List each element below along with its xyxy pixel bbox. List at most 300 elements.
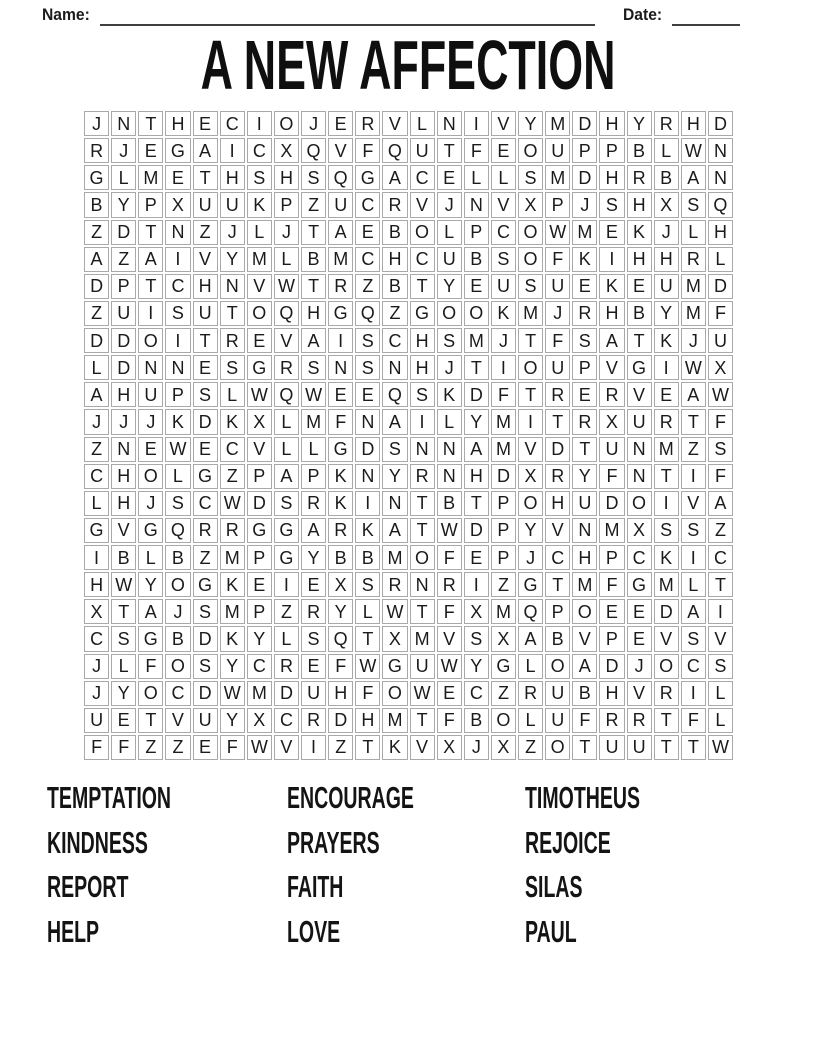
grid-cell: U bbox=[491, 274, 516, 299]
grid-cell: L bbox=[410, 111, 435, 136]
grid-cell: N bbox=[355, 464, 380, 489]
grid-cell: W bbox=[220, 681, 245, 706]
grid-cell: A bbox=[84, 382, 109, 407]
grid-cell: L bbox=[437, 220, 462, 245]
grid-cell: D bbox=[193, 409, 218, 434]
grid-cell: S bbox=[572, 328, 597, 353]
word-report: REPORT bbox=[47, 869, 129, 905]
grid-cell: S bbox=[708, 437, 733, 462]
grid-cell: L bbox=[491, 165, 516, 190]
grid-cell: A bbox=[681, 382, 706, 407]
grid-cell: N bbox=[111, 437, 136, 462]
grid-cell: S bbox=[681, 192, 706, 217]
grid-cell: R bbox=[654, 681, 679, 706]
word-kindness: KINDNESS bbox=[47, 824, 148, 860]
grid-cell: Z bbox=[193, 545, 218, 570]
grid-cell: Z bbox=[84, 220, 109, 245]
grid-cell: S bbox=[382, 437, 407, 462]
name-blank-line bbox=[100, 4, 596, 26]
grid-cell: I bbox=[355, 491, 380, 516]
grid-cell: D bbox=[491, 464, 516, 489]
grid-cell: Y bbox=[111, 681, 136, 706]
grid-cell: V bbox=[627, 382, 652, 407]
grid-cell: B bbox=[328, 545, 353, 570]
grid-cell: T bbox=[220, 301, 245, 326]
grid-cell: B bbox=[382, 220, 407, 245]
grid-cell: W bbox=[165, 437, 190, 462]
grid-cell: N bbox=[165, 355, 190, 380]
grid-cell: P bbox=[599, 626, 624, 651]
grid-cell: J bbox=[84, 409, 109, 434]
grid-cell: D bbox=[708, 111, 733, 136]
grid-cell: D bbox=[464, 382, 489, 407]
grid-cell: A bbox=[138, 247, 163, 272]
grid-cell: O bbox=[138, 464, 163, 489]
grid-cell: W bbox=[382, 599, 407, 624]
grid-cell: U bbox=[572, 491, 597, 516]
grid-cell: F bbox=[599, 572, 624, 597]
grid-cell: O bbox=[654, 654, 679, 679]
grid-cell: V bbox=[410, 735, 435, 760]
grid-cell: B bbox=[464, 708, 489, 733]
grid-cell: E bbox=[599, 599, 624, 624]
grid-cell: S bbox=[193, 382, 218, 407]
word-list-column-3 bbox=[525, 776, 776, 954]
grid-cell: U bbox=[545, 681, 570, 706]
grid-cell: D bbox=[111, 220, 136, 245]
grid-cell: Z bbox=[165, 735, 190, 760]
grid-cell: B bbox=[355, 545, 380, 570]
grid-cell: Z bbox=[193, 220, 218, 245]
grid-cell: M bbox=[599, 518, 624, 543]
grid-cell: K bbox=[491, 301, 516, 326]
grid-cell: Q bbox=[165, 518, 190, 543]
grid-cell: H bbox=[220, 165, 245, 190]
grid-cell: S bbox=[708, 654, 733, 679]
grid-cell: S bbox=[681, 518, 706, 543]
grid-cell: X bbox=[491, 626, 516, 651]
grid-cell: U bbox=[627, 409, 652, 434]
grid-cell: I bbox=[518, 409, 543, 434]
header-row bbox=[42, 2, 740, 26]
grid-cell: P bbox=[464, 220, 489, 245]
grid-cell: A bbox=[572, 654, 597, 679]
grid-cell: C bbox=[410, 247, 435, 272]
grid-cell: W bbox=[681, 355, 706, 380]
grid-cell: T bbox=[654, 735, 679, 760]
grid-cell: E bbox=[247, 328, 272, 353]
grid-cell: C bbox=[165, 274, 190, 299]
grid-cell: Y bbox=[328, 599, 353, 624]
grid-cell: R bbox=[545, 382, 570, 407]
grid-cell: F bbox=[437, 708, 462, 733]
grid-cell: R bbox=[301, 708, 326, 733]
grid-cell: I bbox=[247, 111, 272, 136]
grid-cell: L bbox=[165, 464, 190, 489]
grid-cell: E bbox=[627, 626, 652, 651]
grid-cell: J bbox=[84, 654, 109, 679]
grid-cell: Y bbox=[301, 545, 326, 570]
grid-cell: D bbox=[84, 328, 109, 353]
grid-cell: O bbox=[138, 681, 163, 706]
grid-cell: U bbox=[627, 735, 652, 760]
grid-cell: C bbox=[274, 708, 299, 733]
grid-cell: L bbox=[518, 708, 543, 733]
grid-cell: T bbox=[138, 111, 163, 136]
grid-cell: G bbox=[274, 518, 299, 543]
grid-cell: K bbox=[599, 274, 624, 299]
grid-cell: R bbox=[355, 111, 380, 136]
grid-cell: S bbox=[247, 165, 272, 190]
grid-cell: A bbox=[464, 437, 489, 462]
grid-cell: D bbox=[84, 274, 109, 299]
grid-cell: O bbox=[410, 220, 435, 245]
grid-cell: H bbox=[708, 220, 733, 245]
grid-cell: Y bbox=[220, 247, 245, 272]
grid-cell: T bbox=[410, 518, 435, 543]
grid-cell: Q bbox=[274, 301, 299, 326]
grid-cell: G bbox=[247, 355, 272, 380]
grid-cell: T bbox=[437, 138, 462, 163]
grid-cell: H bbox=[627, 192, 652, 217]
grid-cell: D bbox=[708, 274, 733, 299]
grid-cell: W bbox=[708, 735, 733, 760]
grid-cell: U bbox=[220, 192, 245, 217]
grid-cell: K bbox=[165, 409, 190, 434]
grid-cell: I bbox=[491, 355, 516, 380]
grid-cell: E bbox=[138, 437, 163, 462]
grid-cell: O bbox=[165, 572, 190, 597]
grid-cell: P bbox=[491, 518, 516, 543]
grid-cell: T bbox=[355, 735, 380, 760]
grid-cell: B bbox=[84, 192, 109, 217]
grid-cell: L bbox=[84, 491, 109, 516]
grid-cell: K bbox=[220, 409, 245, 434]
grid-cell: X bbox=[247, 409, 272, 434]
grid-cell: N bbox=[382, 491, 407, 516]
grid-cell: A bbox=[599, 328, 624, 353]
grid-cell: O bbox=[627, 491, 652, 516]
grid-cell: B bbox=[301, 247, 326, 272]
grid-cell: B bbox=[654, 165, 679, 190]
grid-cell: U bbox=[193, 708, 218, 733]
grid-cell: V bbox=[193, 247, 218, 272]
grid-cell: O bbox=[382, 681, 407, 706]
grid-cell: I bbox=[410, 409, 435, 434]
grid-cell: H bbox=[599, 301, 624, 326]
grid-cell: I bbox=[654, 355, 679, 380]
grid-cell: E bbox=[301, 572, 326, 597]
grid-cell: E bbox=[138, 138, 163, 163]
grid-cell: Z bbox=[328, 735, 353, 760]
grid-cell: C bbox=[681, 654, 706, 679]
grid-cell: F bbox=[84, 735, 109, 760]
grid-cell: R bbox=[220, 518, 245, 543]
grid-cell: H bbox=[111, 491, 136, 516]
grid-cell: M bbox=[545, 165, 570, 190]
grid-cell: C bbox=[165, 681, 190, 706]
grid-cell: M bbox=[681, 301, 706, 326]
grid-cell: R bbox=[301, 599, 326, 624]
grid-cell: R bbox=[572, 409, 597, 434]
grid-cell: G bbox=[382, 654, 407, 679]
grid-cell: O bbox=[410, 545, 435, 570]
grid-cell: Y bbox=[464, 654, 489, 679]
grid-cell: O bbox=[518, 355, 543, 380]
grid-cell: I bbox=[84, 545, 109, 570]
grid-cell: X bbox=[708, 355, 733, 380]
grid-cell: O bbox=[165, 654, 190, 679]
grid-cell: O bbox=[518, 491, 543, 516]
grid-cell: M bbox=[491, 409, 516, 434]
grid-cell: Q bbox=[382, 382, 407, 407]
date-blank-line bbox=[672, 4, 740, 26]
grid-cell: W bbox=[708, 382, 733, 407]
grid-cell: S bbox=[518, 274, 543, 299]
grid-cell: X bbox=[247, 708, 272, 733]
grid-cell: U bbox=[111, 301, 136, 326]
grid-cell: W bbox=[247, 735, 272, 760]
grid-cell: Z bbox=[355, 274, 380, 299]
grid-cell: J bbox=[681, 328, 706, 353]
grid-cell: U bbox=[84, 708, 109, 733]
grid-cell: D bbox=[654, 599, 679, 624]
grid-cell: I bbox=[464, 111, 489, 136]
grid-cell: J bbox=[220, 220, 245, 245]
grid-cell: C bbox=[627, 545, 652, 570]
grid-cell: Y bbox=[518, 518, 543, 543]
grid-cell: H bbox=[410, 355, 435, 380]
grid-cell: J bbox=[301, 111, 326, 136]
grid-cell: P bbox=[165, 382, 190, 407]
grid-cell: P bbox=[301, 464, 326, 489]
grid-cell: V bbox=[545, 518, 570, 543]
grid-cell: F bbox=[464, 138, 489, 163]
grid-cell: A bbox=[138, 599, 163, 624]
grid-cell: T bbox=[138, 274, 163, 299]
grid-cell: R bbox=[545, 464, 570, 489]
grid-cell: H bbox=[355, 708, 380, 733]
grid-cell: P bbox=[599, 138, 624, 163]
grid-cell: C bbox=[220, 111, 245, 136]
grid-cell: C bbox=[382, 328, 407, 353]
grid-cell: C bbox=[247, 654, 272, 679]
grid-cell: D bbox=[328, 708, 353, 733]
grid-cell: B bbox=[627, 301, 652, 326]
grid-cell: N bbox=[708, 138, 733, 163]
grid-cell: L bbox=[681, 220, 706, 245]
grid-cell: T bbox=[681, 735, 706, 760]
grid-cell: F bbox=[491, 382, 516, 407]
grid-cell: R bbox=[274, 355, 299, 380]
grid-cell: P bbox=[572, 355, 597, 380]
grid-cell: T bbox=[301, 220, 326, 245]
grid-cell: P bbox=[545, 192, 570, 217]
grid-cell: J bbox=[138, 491, 163, 516]
grid-cell: X bbox=[382, 626, 407, 651]
grid-cell: N bbox=[464, 192, 489, 217]
grid-cell: T bbox=[572, 437, 597, 462]
grid-cell: C bbox=[355, 192, 380, 217]
grid-cell: L bbox=[464, 165, 489, 190]
grid-cell: G bbox=[247, 518, 272, 543]
grid-cell: X bbox=[491, 735, 516, 760]
grid-cell: T bbox=[193, 165, 218, 190]
grid-cell: E bbox=[464, 545, 489, 570]
grid-cell: V bbox=[518, 437, 543, 462]
grid-cell: R bbox=[437, 572, 462, 597]
grid-cell: A bbox=[681, 165, 706, 190]
grid-cell: J bbox=[84, 681, 109, 706]
grid-cell: M bbox=[681, 274, 706, 299]
grid-cell: O bbox=[545, 654, 570, 679]
grid-cell: E bbox=[627, 599, 652, 624]
grid-cell: U bbox=[599, 437, 624, 462]
grid-cell: C bbox=[464, 681, 489, 706]
grid-cell: B bbox=[437, 491, 462, 516]
grid-cell: C bbox=[247, 138, 272, 163]
grid-cell: O bbox=[247, 301, 272, 326]
grid-cell: Q bbox=[518, 599, 543, 624]
grid-cell: F bbox=[355, 681, 380, 706]
grid-cell: K bbox=[437, 382, 462, 407]
grid-cell: A bbox=[518, 626, 543, 651]
grid-cell: H bbox=[681, 111, 706, 136]
grid-cell: M bbox=[138, 165, 163, 190]
grid-cell: M bbox=[410, 626, 435, 651]
grid-cell: N bbox=[437, 111, 462, 136]
grid-cell: L bbox=[708, 681, 733, 706]
grid-cell: U bbox=[410, 654, 435, 679]
grid-cell: A bbox=[274, 464, 299, 489]
grid-cell: F bbox=[437, 599, 462, 624]
page-title: A NEW AFFECTION bbox=[200, 26, 616, 104]
grid-cell: W bbox=[301, 382, 326, 407]
word-paul: PAUL bbox=[525, 913, 577, 949]
grid-cell: H bbox=[84, 572, 109, 597]
grid-cell: E bbox=[301, 654, 326, 679]
grid-cell: B bbox=[627, 138, 652, 163]
grid-cell: W bbox=[437, 654, 462, 679]
grid-cell: I bbox=[328, 328, 353, 353]
word-love: LOVE bbox=[287, 913, 341, 949]
grid-cell: S bbox=[355, 355, 380, 380]
grid-cell: T bbox=[654, 708, 679, 733]
grid-cell: F bbox=[681, 708, 706, 733]
grid-cell: U bbox=[599, 735, 624, 760]
grid-cell: M bbox=[220, 545, 245, 570]
grid-cell: V bbox=[165, 708, 190, 733]
grid-cell: L bbox=[111, 654, 136, 679]
grid-cell: L bbox=[518, 654, 543, 679]
grid-cell: J bbox=[165, 599, 190, 624]
grid-cell: F bbox=[138, 654, 163, 679]
grid-cell: U bbox=[545, 708, 570, 733]
grid-cell: T bbox=[518, 328, 543, 353]
grid-cell: V bbox=[247, 274, 272, 299]
grid-cell: S bbox=[301, 626, 326, 651]
grid-cell: Q bbox=[708, 192, 733, 217]
grid-cell: L bbox=[681, 572, 706, 597]
grid-cell: D bbox=[572, 111, 597, 136]
grid-cell: J bbox=[84, 111, 109, 136]
grid-cell: Z bbox=[491, 681, 516, 706]
grid-cell: O bbox=[518, 138, 543, 163]
word-rejoice: REJOICE bbox=[525, 824, 611, 860]
grid-cell: U bbox=[328, 192, 353, 217]
grid-cell: D bbox=[193, 626, 218, 651]
grid-cell: Y bbox=[518, 111, 543, 136]
grid-cell: U bbox=[545, 274, 570, 299]
grid-cell: F bbox=[220, 735, 245, 760]
grid-cell: E bbox=[193, 111, 218, 136]
grid-cell: A bbox=[301, 328, 326, 353]
grid-cell: R bbox=[328, 518, 353, 543]
grid-cell: V bbox=[627, 681, 652, 706]
grid-cell: P bbox=[491, 491, 516, 516]
title-wrap bbox=[0, 26, 816, 104]
grid-cell: R bbox=[627, 165, 652, 190]
word-temptation: TEMPTATION bbox=[47, 780, 172, 816]
grid-cell: H bbox=[599, 681, 624, 706]
grid-cell: J bbox=[274, 220, 299, 245]
grid-cell: J bbox=[111, 409, 136, 434]
grid-cell: L bbox=[274, 626, 299, 651]
grid-cell: C bbox=[491, 220, 516, 245]
grid-cell: T bbox=[355, 626, 380, 651]
grid-cell: Z bbox=[138, 735, 163, 760]
grid-cell: U bbox=[708, 328, 733, 353]
grid-cell: Y bbox=[627, 111, 652, 136]
grid-cell: F bbox=[328, 409, 353, 434]
grid-cell: B bbox=[572, 681, 597, 706]
grid-cell: N bbox=[627, 464, 652, 489]
grid-cell: E bbox=[654, 382, 679, 407]
grid-cell: K bbox=[220, 626, 245, 651]
grid-cell: Z bbox=[491, 572, 516, 597]
grid-cell: I bbox=[681, 464, 706, 489]
grid-cell: I bbox=[654, 491, 679, 516]
grid-cell: D bbox=[111, 328, 136, 353]
grid-cell: F bbox=[572, 708, 597, 733]
grid-cell: D bbox=[464, 518, 489, 543]
grid-cell: I bbox=[138, 301, 163, 326]
grid-cell: V bbox=[247, 437, 272, 462]
grid-cell: H bbox=[301, 301, 326, 326]
grid-cell: F bbox=[328, 654, 353, 679]
grid-cell: V bbox=[599, 355, 624, 380]
grid-cell: B bbox=[165, 626, 190, 651]
grid-cell: C bbox=[84, 626, 109, 651]
grid-cell: R bbox=[382, 572, 407, 597]
grid-cell: X bbox=[654, 192, 679, 217]
grid-cell: G bbox=[328, 437, 353, 462]
grid-cell: V bbox=[654, 626, 679, 651]
grid-cell: H bbox=[111, 464, 136, 489]
grid-cell: P bbox=[572, 138, 597, 163]
grid-cell: L bbox=[84, 355, 109, 380]
grid-cell: S bbox=[193, 654, 218, 679]
grid-cell: A bbox=[193, 138, 218, 163]
word-list bbox=[47, 776, 776, 954]
grid-cell: U bbox=[193, 192, 218, 217]
grid-cell: Z bbox=[681, 437, 706, 462]
grid-cell: H bbox=[382, 247, 407, 272]
grid-cell: J bbox=[654, 220, 679, 245]
grid-cell: B bbox=[545, 626, 570, 651]
grid-cell: E bbox=[437, 165, 462, 190]
grid-cell: F bbox=[708, 464, 733, 489]
